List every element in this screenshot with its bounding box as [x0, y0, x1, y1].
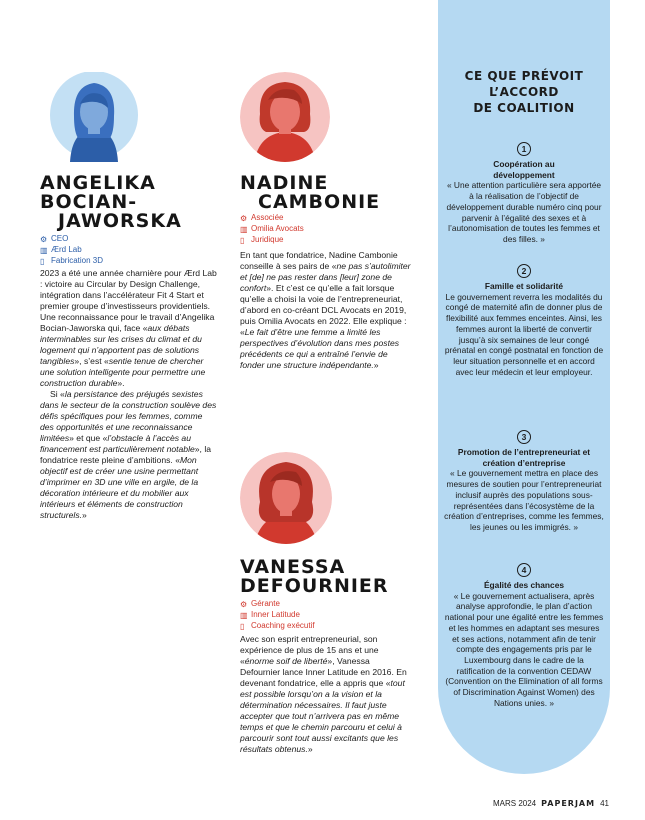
- page-footer: [493, 799, 609, 808]
- gear-icon: ⚙: [240, 600, 248, 609]
- agreement-point: [438, 563, 610, 708]
- building-icon: ▥: [40, 246, 48, 255]
- profile-name-nadine: NADINE CAMBONIE: [240, 172, 381, 213]
- point-text: « Le gouvernement mettra en place des mesures de soutien pour l’entrepreneuriat inclusif auprès des populations sous-représentées dans l’écosystème de la création d’entreprises, comme les femmes, les jeunes ou les immigrés. »: [444, 468, 604, 532]
- coalition-agreement-panel: [438, 0, 610, 774]
- portrait-nadine: [240, 72, 330, 162]
- profile-meta-nadine: [240, 212, 304, 245]
- company-line: ▥ Inner Latitude: [240, 610, 300, 620]
- profile-body-nadine: En tant que fondatrice, Nadine Cambonie conseille à ses pairs de «ne pas s’autolimiter et [de] ne pas rester dans [leur] zone de confort». Et c’est ce qu’elle a fait lorsque qu’elle a choisi la voie de l’entrepreneuriat, d’abord en co-créant DCL Avocats en 2019, puis Omilia Avocats en 2022. Elle explique : «Le fait d’être une femme a limité les perspectives d’évolution dans mes postes précédents ce qui a entraîné l’envie de fonder une structure indépendante.»: [240, 250, 411, 370]
- point-number: 2: [517, 264, 531, 278]
- role-line: ⚙ CEO: [40, 234, 69, 244]
- point-heading: Promotion de l’entrepreneuriat et création d’entreprise: [457, 447, 591, 468]
- document-icon: ▯: [240, 236, 245, 245]
- point-heading: Famille et solidarité: [484, 281, 564, 291]
- role-line: ⚙ Gérante: [240, 599, 280, 609]
- building-icon: ▥: [240, 611, 248, 620]
- sector-line: ▯ Fabrication 3D: [40, 256, 104, 266]
- gear-icon: ⚙: [240, 214, 248, 223]
- agreement-point: [438, 142, 610, 245]
- company-line: ▥ Ærd Lab: [40, 245, 82, 255]
- panel-title: CE QUE PRÉVOIT L’ACCORD DE COALITION: [464, 69, 584, 115]
- point-text: « Une attention particulière sera apportée à la réalisation de l’objectif de développement durable numéro cinq pour parvenir à l’égalité des sexes et à l’autonomisation de toutes les femmes et des filles. »: [446, 180, 602, 244]
- sector-line: ▯ Coaching exécutif: [240, 621, 315, 631]
- agreement-point: [438, 264, 610, 377]
- profile-name-vanessa: VANESSA DEFOURNIER: [240, 556, 389, 597]
- point-number: 4: [517, 563, 531, 577]
- profile-body-angelika: 2023 a été une année charnière pour Ærd Lab : victoire au Circular by Design Challenge, intégration dans l’accélérateur Fit 4 Start et premier groupe d’investisseurs providentiels. Une reconnaissance pour le travail d’Angelika Bocian-Jaworska qui, face «aux débats interminables sur les crises du climat et du logement qui n’apportent pas de solutions tangibles», s’est «sentie tenue de chercher une solution intelligente pour permettre une construction durable». Si «la persistance des préjugés sexistes dans le secteur de la construction soulève des défis spécifiques pour les femmes, comme des opportunités et une reconnaissance limitées» et que «l’obstacle à l’accès au financement est particulièrement notable», la fondatrice reste pleine d’ambitions. «Mon objectif est de créer une usine permettant d’imprimer en 3D une ville en argile, de la décoration intérieure et du mobilier aux intérieurs et éléments de construction structurels.»: [40, 268, 217, 520]
- issue-date: MARS 2024: [493, 799, 537, 808]
- magazine-name: PAPERJAM: [541, 799, 596, 808]
- building-icon: ▥: [240, 225, 248, 234]
- point-heading: Égalité des chances: [483, 580, 565, 590]
- portrait-angelika: [40, 72, 144, 162]
- profile-name-angelika: ANGELIKA BOCIAN- JAWORSKA: [40, 172, 182, 232]
- sector-line: ▯ Juridique: [240, 235, 284, 245]
- point-text: Le gouvernement reverra les modalités du congé de maternité afin de donner plus de flexibilité aux femmes enceintes. Ainsi, les femmes auront la liberté de convertir jusqu’à six semaines de leur congé prénatal en congé postnatal en fonction de leur situation personnelle et en accord avec leur médecin et leur employeur.: [444, 291, 604, 377]
- point-text: « Le gouvernement actualisera, après analyse approfondie, le plan d’action national pour une égalité entre les femmes et les hommes en adaptant ses mesures et ses actions, notamment afin de tenir compte des engagements pris par le Luxembourg dans le cadre de la ratification de la convention CEDAW (Convention on the Elimination of all forms of Discrimination Against Women) des Nations unies. »: [444, 590, 604, 708]
- document-icon: ▯: [240, 622, 245, 631]
- role-line: ⚙ Associée: [240, 213, 284, 223]
- profile-body-vanessa: Avec son esprit entrepreneurial, son expérience de plus de 15 ans et une «énorme soif de liberté», Vanessa Defournier lance Inner Latitude en 2016. En devenant fondatrice, elle a appris que «tout est possible lorsqu’on a la vision et la détermination nécessaires. Il faut juste accepter que tout n’arrivera pas en même temps et que le chemin parcouru et celui à parcourir sont tout aussi excitants que les résultats obtenus.»: [240, 634, 407, 754]
- profile-meta-angelika: [40, 233, 103, 266]
- document-icon: ▯: [40, 257, 45, 266]
- agreement-point: [438, 430, 610, 533]
- company-line: ▥ Omilia Avocats: [240, 224, 304, 234]
- point-heading: Coopération au développement: [493, 159, 555, 180]
- point-number: 1: [517, 142, 531, 156]
- page-number: 41: [600, 799, 609, 808]
- point-number: 3: [517, 430, 531, 444]
- portrait-vanessa: [240, 452, 332, 544]
- profile-meta-vanessa: [240, 598, 315, 631]
- gear-icon: ⚙: [40, 235, 48, 244]
